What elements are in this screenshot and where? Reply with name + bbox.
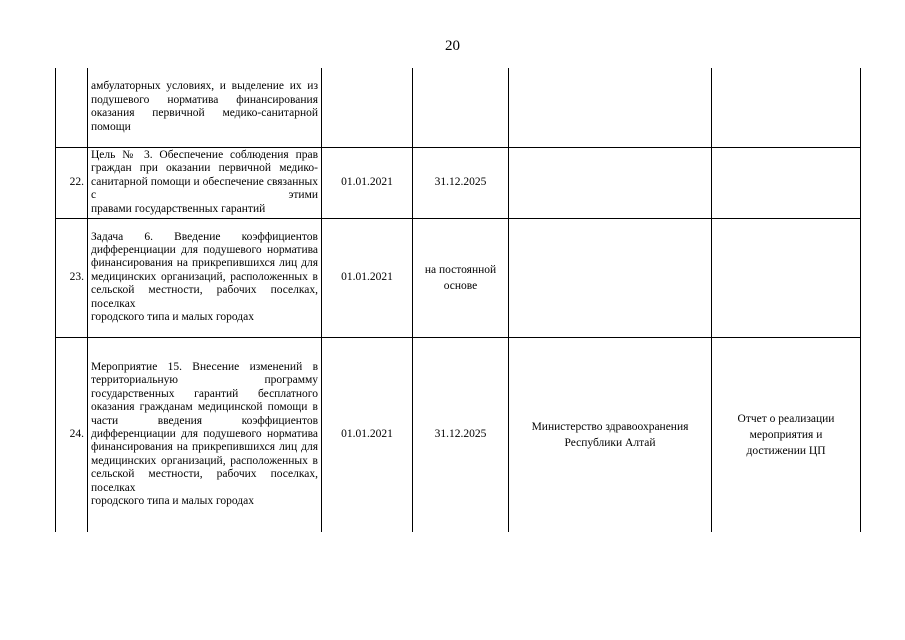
row-description: Мероприятие 15. Внесение изменений в территориальную программу государственных гарантий бесплатного оказания гражданам медицинской помощи в части введения коэффициентов дифференциации для подушевого норматива финансирования на прикрепившихся лиц для медицинских организаций, расположенных в сельской местности, рабочих поселках, поселках городского типа и малых городах xyxy=(88,337,322,532)
row-start-date: 01.01.2021 xyxy=(322,218,413,337)
row-end-date: на постоянной основе xyxy=(413,218,509,337)
table-row xyxy=(56,218,861,337)
row-number xyxy=(56,68,88,147)
row-result xyxy=(712,218,861,337)
row-end-date: 31.12.2025 xyxy=(413,147,509,218)
table-row xyxy=(56,68,861,147)
row-number: 22. xyxy=(56,147,88,218)
row-result: Отчет о реализации мероприятия и достижении ЦП xyxy=(712,337,861,532)
row-description: амбулаторных условиях, и выделение их из подушевого норматива финансирования оказания первичной медико-санитарной помощи xyxy=(88,68,322,147)
table-row xyxy=(56,147,861,218)
row-end-date xyxy=(413,68,509,147)
row-result xyxy=(712,147,861,218)
row-start-date xyxy=(322,68,413,147)
row-executor: Министерство здравоохранения Республики Алтай xyxy=(509,337,712,532)
row-number: 24. xyxy=(56,337,88,532)
row-end-date: 31.12.2025 xyxy=(413,337,509,532)
page-number: 20 xyxy=(445,38,460,54)
row-executor xyxy=(509,68,712,147)
table-row xyxy=(56,337,861,532)
row-description: Задача 6. Введение коэффициентов дифференциации для подушевого норматива финансирования на прикрепившихся лиц для медицинских организаций, расположенных в сельской местности, рабочих поселках, поселках городского типа и малых городах xyxy=(88,218,322,337)
row-start-date: 01.01.2021 xyxy=(322,147,413,218)
row-start-date: 01.01.2021 xyxy=(322,337,413,532)
row-number: 23. xyxy=(56,218,88,337)
row-result xyxy=(712,68,861,147)
row-description: Цель № 3. Обеспечение соблюдения прав граждан при оказании первичной медико-санитарной помощи и обеспечение связанных с этими правами государственных гарантий xyxy=(88,147,322,218)
row-executor xyxy=(509,218,712,337)
row-executor xyxy=(509,147,712,218)
plan-table xyxy=(55,68,861,532)
